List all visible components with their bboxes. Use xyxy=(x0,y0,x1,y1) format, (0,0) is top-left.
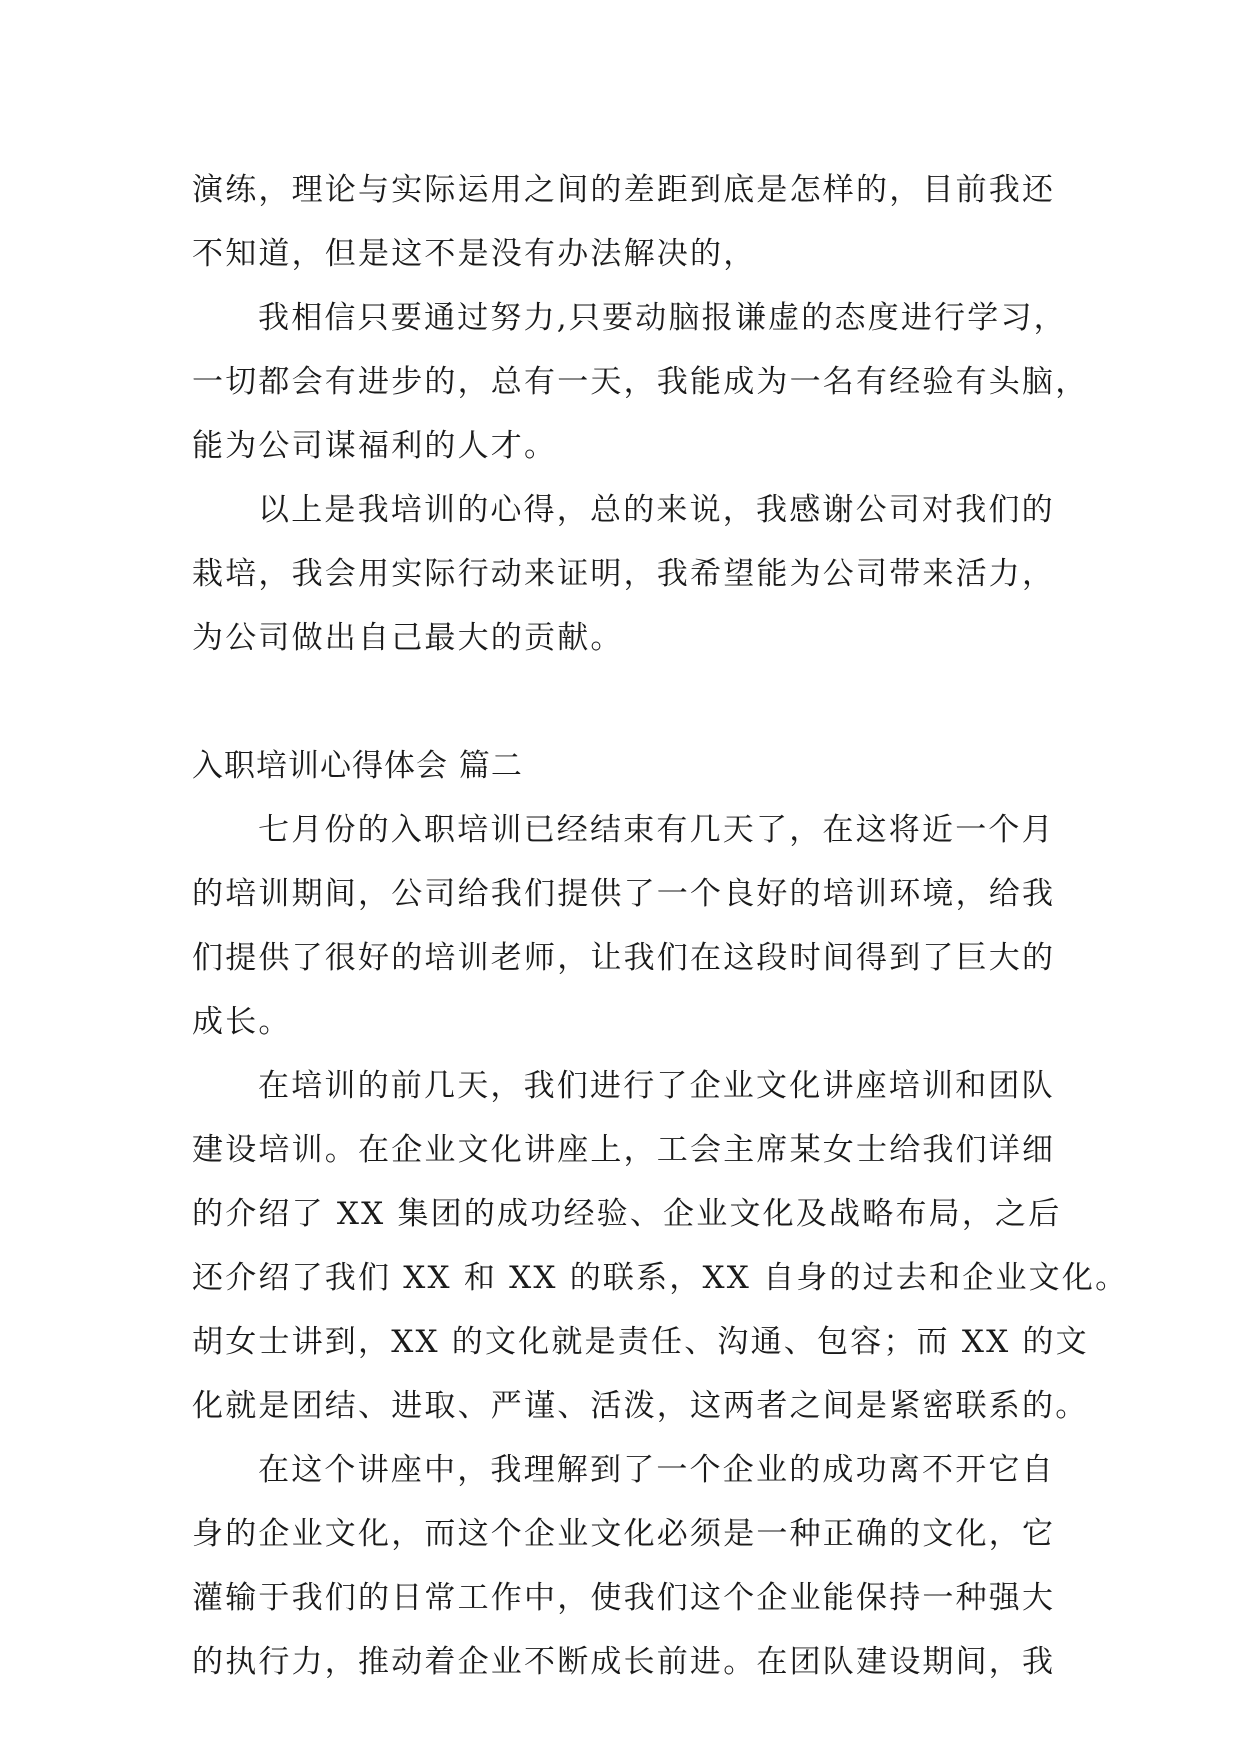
paragraph-3-line-2: 栽培，我会用实际行动来证明，我希望能为公司带来活力， xyxy=(192,556,1056,592)
paragraph-1-line-2: 不知道，但是这不是没有办法解决的， xyxy=(192,236,757,272)
section-spacer xyxy=(192,670,1062,734)
paragraph-5-line-3: 的介绍了 XX 集团的成功经验、企业文化及战略布局，之后 xyxy=(192,1196,1062,1232)
paragraph-2-line-1: 我相信只要通过努力,只要动脑报谦虚的态度进行学习， xyxy=(258,300,1067,336)
paragraph-1-line-1: 演练，理论与实际运用之间的差距到底是怎样的，目前我还 xyxy=(192,172,1056,208)
paragraph-5-line-6: 化就是团结、进取、严谨、活泼，这两者之间是紧密联系的。 xyxy=(192,1388,1089,1424)
paragraph-3-line-1: 以上是我培训的心得，总的来说，我感谢公司对我们的 xyxy=(258,492,1055,528)
section-heading: 入职培训心得体会 篇二 xyxy=(192,748,523,784)
paragraph-4-line-2: 的培训期间，公司给我们提供了一个良好的培训环境，给我 xyxy=(192,876,1056,912)
document-body xyxy=(192,158,1129,1694)
paragraph-6-line-3: 灌输于我们的日常工作中，使我们这个企业能保持一种强大 xyxy=(192,1580,1056,1616)
paragraph-4-line-4: 成长。 xyxy=(192,1004,292,1040)
paragraph-6-line-4: 的执行力，推动着企业不断成长前进。在团队建设期间，我 xyxy=(192,1644,1056,1680)
paragraph-2-line-2: 一切都会有进步的，总有一天，我能成为一名有经验有头脑， xyxy=(192,364,1089,400)
paragraph-5-line-5: 胡女士讲到，XX 的文化就是责任、沟通、包容；而 XX 的文 xyxy=(192,1324,1089,1360)
paragraph-4-line-3: 们提供了很好的培训老师，让我们在这段时间得到了巨大的 xyxy=(192,940,1056,976)
paragraph-6-line-2: 身的企业文化，而这个企业文化必须是一种正确的文化，它 xyxy=(192,1516,1056,1552)
paragraph-6-line-1: 在这个讲座中，我理解到了一个企业的成功离不开它自 xyxy=(258,1452,1055,1488)
paragraph-4-line-1: 七月份的入职培训已经结束有几天了，在这将近一个月 xyxy=(258,812,1055,848)
paragraph-2-line-3: 能为公司谋福利的人才。 xyxy=(192,428,558,464)
paragraph-5-line-4: 还介绍了我们 XX 和 XX 的联系，XX 自身的过去和企业文化。 xyxy=(192,1260,1129,1296)
paragraph-5-line-1: 在培训的前几天，我们进行了企业文化讲座培训和团队 xyxy=(258,1068,1055,1104)
paragraph-5-line-2: 建设培训。在企业文化讲座上，工会主席某女士给我们详细 xyxy=(192,1132,1056,1168)
paragraph-3-line-3: 为公司做出自己最大的贡献。 xyxy=(192,620,624,656)
